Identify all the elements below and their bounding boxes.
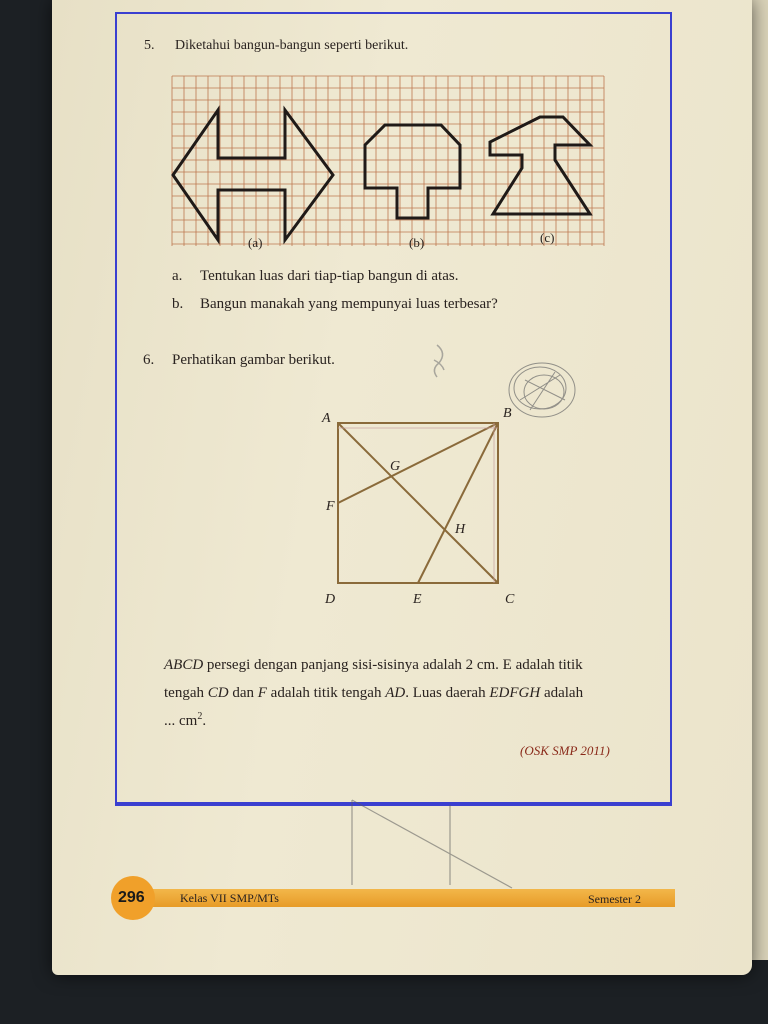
point-g: G	[390, 459, 401, 474]
q6-text-line2	[164, 685, 583, 702]
label-c: (c)	[540, 230, 555, 245]
line2-e: adalah titik tengah	[266, 685, 386, 701]
line2-ad: AD	[385, 685, 406, 701]
q5-prompt: Diketahui bangun-bangun seperti berikut.	[175, 38, 409, 53]
q5b-letter: b.	[172, 296, 184, 312]
line2-f: F	[257, 685, 267, 701]
footer-book-title: Kelas VII SMP/MTs	[180, 891, 279, 905]
q5a-text: Tentukan luas dari tiap-tiap bangun di atas.	[200, 268, 459, 284]
point-b: B	[503, 406, 512, 421]
label-a: (a)	[248, 235, 263, 250]
pencil-mark	[434, 345, 444, 377]
text-abcd: ABCD	[164, 657, 204, 673]
line2-a: tengah	[164, 685, 208, 701]
line1-rest: persegi dengan panjang sisi-sisinya adalah 2 cm. E adalah titik	[203, 657, 583, 673]
line3-end: .	[202, 713, 207, 729]
line2-g: . Luas daerah	[405, 685, 490, 701]
line2-c: dan	[228, 685, 258, 701]
label-b: (b)	[409, 235, 425, 250]
q5a-letter: a.	[172, 268, 183, 284]
segment-fb	[338, 423, 498, 503]
q6-text-line3	[164, 711, 206, 730]
line3-sup: 2	[197, 711, 203, 722]
line2-i: adalah	[540, 685, 584, 701]
pencil-scribble	[509, 363, 575, 417]
source-citation: (OSK SMP 2011)	[520, 743, 610, 758]
point-d: D	[325, 592, 336, 607]
q5-number: 5.	[144, 38, 155, 53]
point-h: H	[455, 522, 466, 537]
point-a: A	[322, 411, 331, 426]
q6-number: 6.	[143, 352, 155, 368]
q6-prompt: Perhatikan gambar berikut.	[172, 352, 335, 368]
page-number: 296	[118, 889, 145, 906]
q5b-text: Bangun manakah yang mempunyai luas terbesar?	[200, 296, 498, 312]
point-e: E	[413, 592, 422, 607]
point-f: F	[326, 499, 335, 514]
line3-cm: ... cm	[164, 713, 198, 729]
segment-eb	[418, 423, 498, 583]
diagonal-ac	[338, 423, 498, 583]
point-c: C	[505, 592, 515, 607]
faint-bottom-drawing	[352, 800, 512, 888]
q6-text-line1	[164, 657, 583, 674]
line2-edfgh: EDFGH	[489, 685, 541, 701]
footer-semester: Semester 2	[588, 892, 641, 906]
line2-cd: CD	[207, 685, 229, 701]
